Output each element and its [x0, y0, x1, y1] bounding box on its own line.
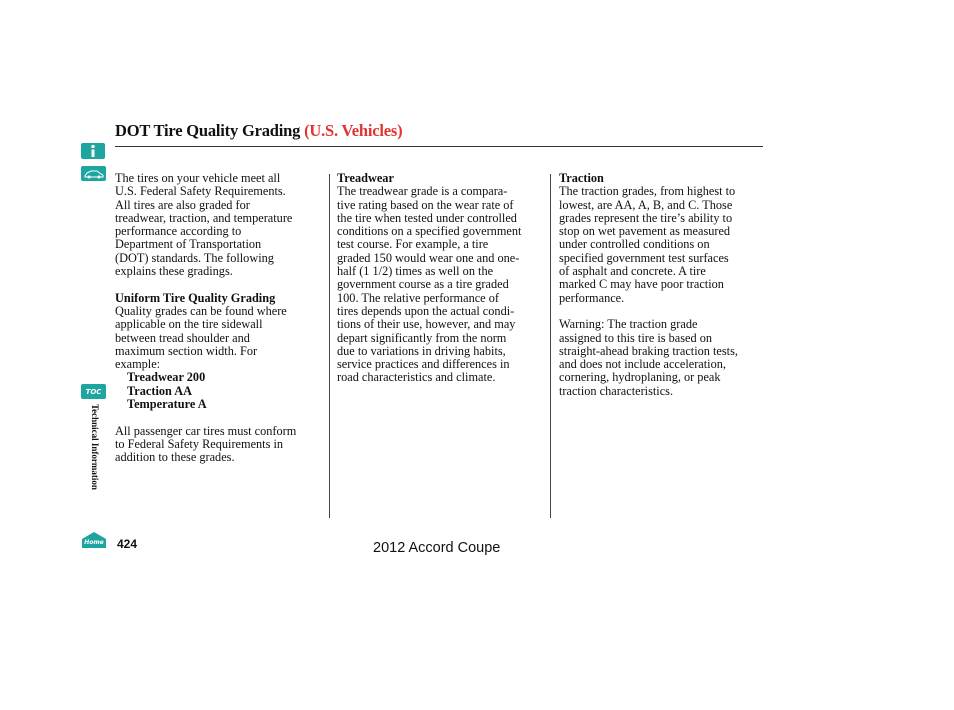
body-line: under controlled conditions on	[559, 237, 710, 252]
example-grade: Temperature A	[127, 397, 207, 412]
closing-line: All passenger car tires must conform	[115, 423, 297, 438]
body-line: lowest, are AA, A, B, and C. Those	[559, 197, 733, 212]
section-heading: Treadwear	[337, 171, 394, 185]
column-divider	[550, 174, 551, 518]
body-line: test course. For example, a tire	[337, 237, 489, 252]
section-heading: Traction	[559, 171, 604, 185]
warning-line: traction characteristics.	[559, 383, 674, 398]
example-grade: Traction AA	[127, 383, 193, 398]
warning-line: cornering, hydroplaning, or peak	[559, 370, 721, 385]
section-heading: Uniform Tire Quality Grading	[115, 290, 276, 305]
body-line: tions of their use, however, and may	[337, 317, 516, 332]
body-line: tive rating based on the wear rate of	[337, 197, 514, 212]
body-line: of asphalt and concrete. A tire	[559, 264, 706, 279]
body-line: graded 150 would wear one and one-	[337, 250, 520, 265]
body-line: maximum section width. For	[115, 343, 258, 358]
column-divider	[329, 174, 330, 518]
warning-line: straight-ahead braking traction tests,	[559, 343, 738, 358]
body-line: the tire when tested under controlled	[337, 210, 517, 225]
warning-line: assigned to this tire is based on	[559, 330, 713, 345]
body-line: grades represent the tire’s ability to	[559, 210, 733, 225]
column-treadwear	[337, 172, 549, 385]
example-grade: Treadwear 200	[127, 370, 206, 385]
intro-line: The tires on your vehicle meet all	[115, 171, 281, 185]
intro-line: All tires are also graded for	[115, 197, 250, 212]
body-line: marked C may have poor traction	[559, 277, 724, 292]
body-line: specified government test surfaces	[559, 250, 729, 265]
intro-line: Department of Transportation	[115, 237, 262, 252]
body-line: government course as a tire graded	[337, 277, 509, 292]
title-main: DOT Tire Quality Grading	[115, 121, 305, 140]
intro-line: explains these gradings.	[115, 264, 233, 279]
footer-model: 2012 Accord Coupe	[373, 540, 501, 556]
section-label: Technical Information	[90, 404, 100, 490]
toc-button[interactable]	[81, 384, 106, 399]
home-icon	[81, 531, 107, 549]
body-line: The treadwear grade is a compara-	[337, 184, 508, 199]
info-icon	[88, 144, 98, 158]
vehicle-index-button[interactable]	[81, 166, 106, 181]
column-traction	[559, 172, 769, 398]
body-line: applicable on the tire sidewall	[115, 317, 263, 332]
toc-label: TOC	[85, 387, 102, 396]
body-line: 100. The relative performance of	[337, 290, 499, 305]
warning-line: Warning: The traction grade	[559, 317, 698, 332]
body-line: depart significantly from the norm	[337, 330, 507, 345]
intro-line: U.S. Federal Safety Requirements.	[115, 184, 286, 199]
car-icon	[83, 169, 105, 179]
warning-line: and does not include acceleration,	[559, 357, 726, 372]
section-tab	[88, 402, 100, 522]
body-line: performance.	[559, 290, 625, 305]
body-line: conditions on a specified government	[337, 224, 522, 239]
page-number: 424	[117, 537, 138, 551]
body-line: due to variations in driving habits,	[337, 343, 506, 358]
body-line: tires depends upon the actual condi-	[337, 303, 515, 318]
closing-line: addition to these grades.	[115, 450, 235, 465]
intro-line: treadwear, traction, and temperature	[115, 210, 293, 225]
page-title	[115, 121, 402, 141]
title-rule	[115, 146, 763, 147]
body-line: between tread shoulder and	[115, 330, 250, 345]
body-line: road characteristics and climate.	[337, 370, 496, 385]
body-line: Quality grades can be found where	[115, 303, 287, 318]
home-button[interactable]	[81, 531, 107, 549]
info-button[interactable]	[81, 143, 105, 159]
closing-line: to Federal Safety Requirements in	[115, 436, 284, 451]
intro-line: performance according to	[115, 224, 242, 239]
body-line: service practices and differences in	[337, 357, 510, 372]
body-line: example:	[115, 357, 161, 372]
body-line: half (1 1/2) times as well on the	[337, 264, 494, 279]
home-label: Home	[84, 539, 104, 546]
body-line: The traction grades, from highest to	[559, 184, 736, 199]
column-intro	[115, 172, 327, 465]
body-line: stop on wet pavement as measured	[559, 224, 731, 239]
title-accent: (U.S. Vehicles)	[304, 121, 403, 140]
intro-line: (DOT) standards. The following	[115, 250, 274, 265]
